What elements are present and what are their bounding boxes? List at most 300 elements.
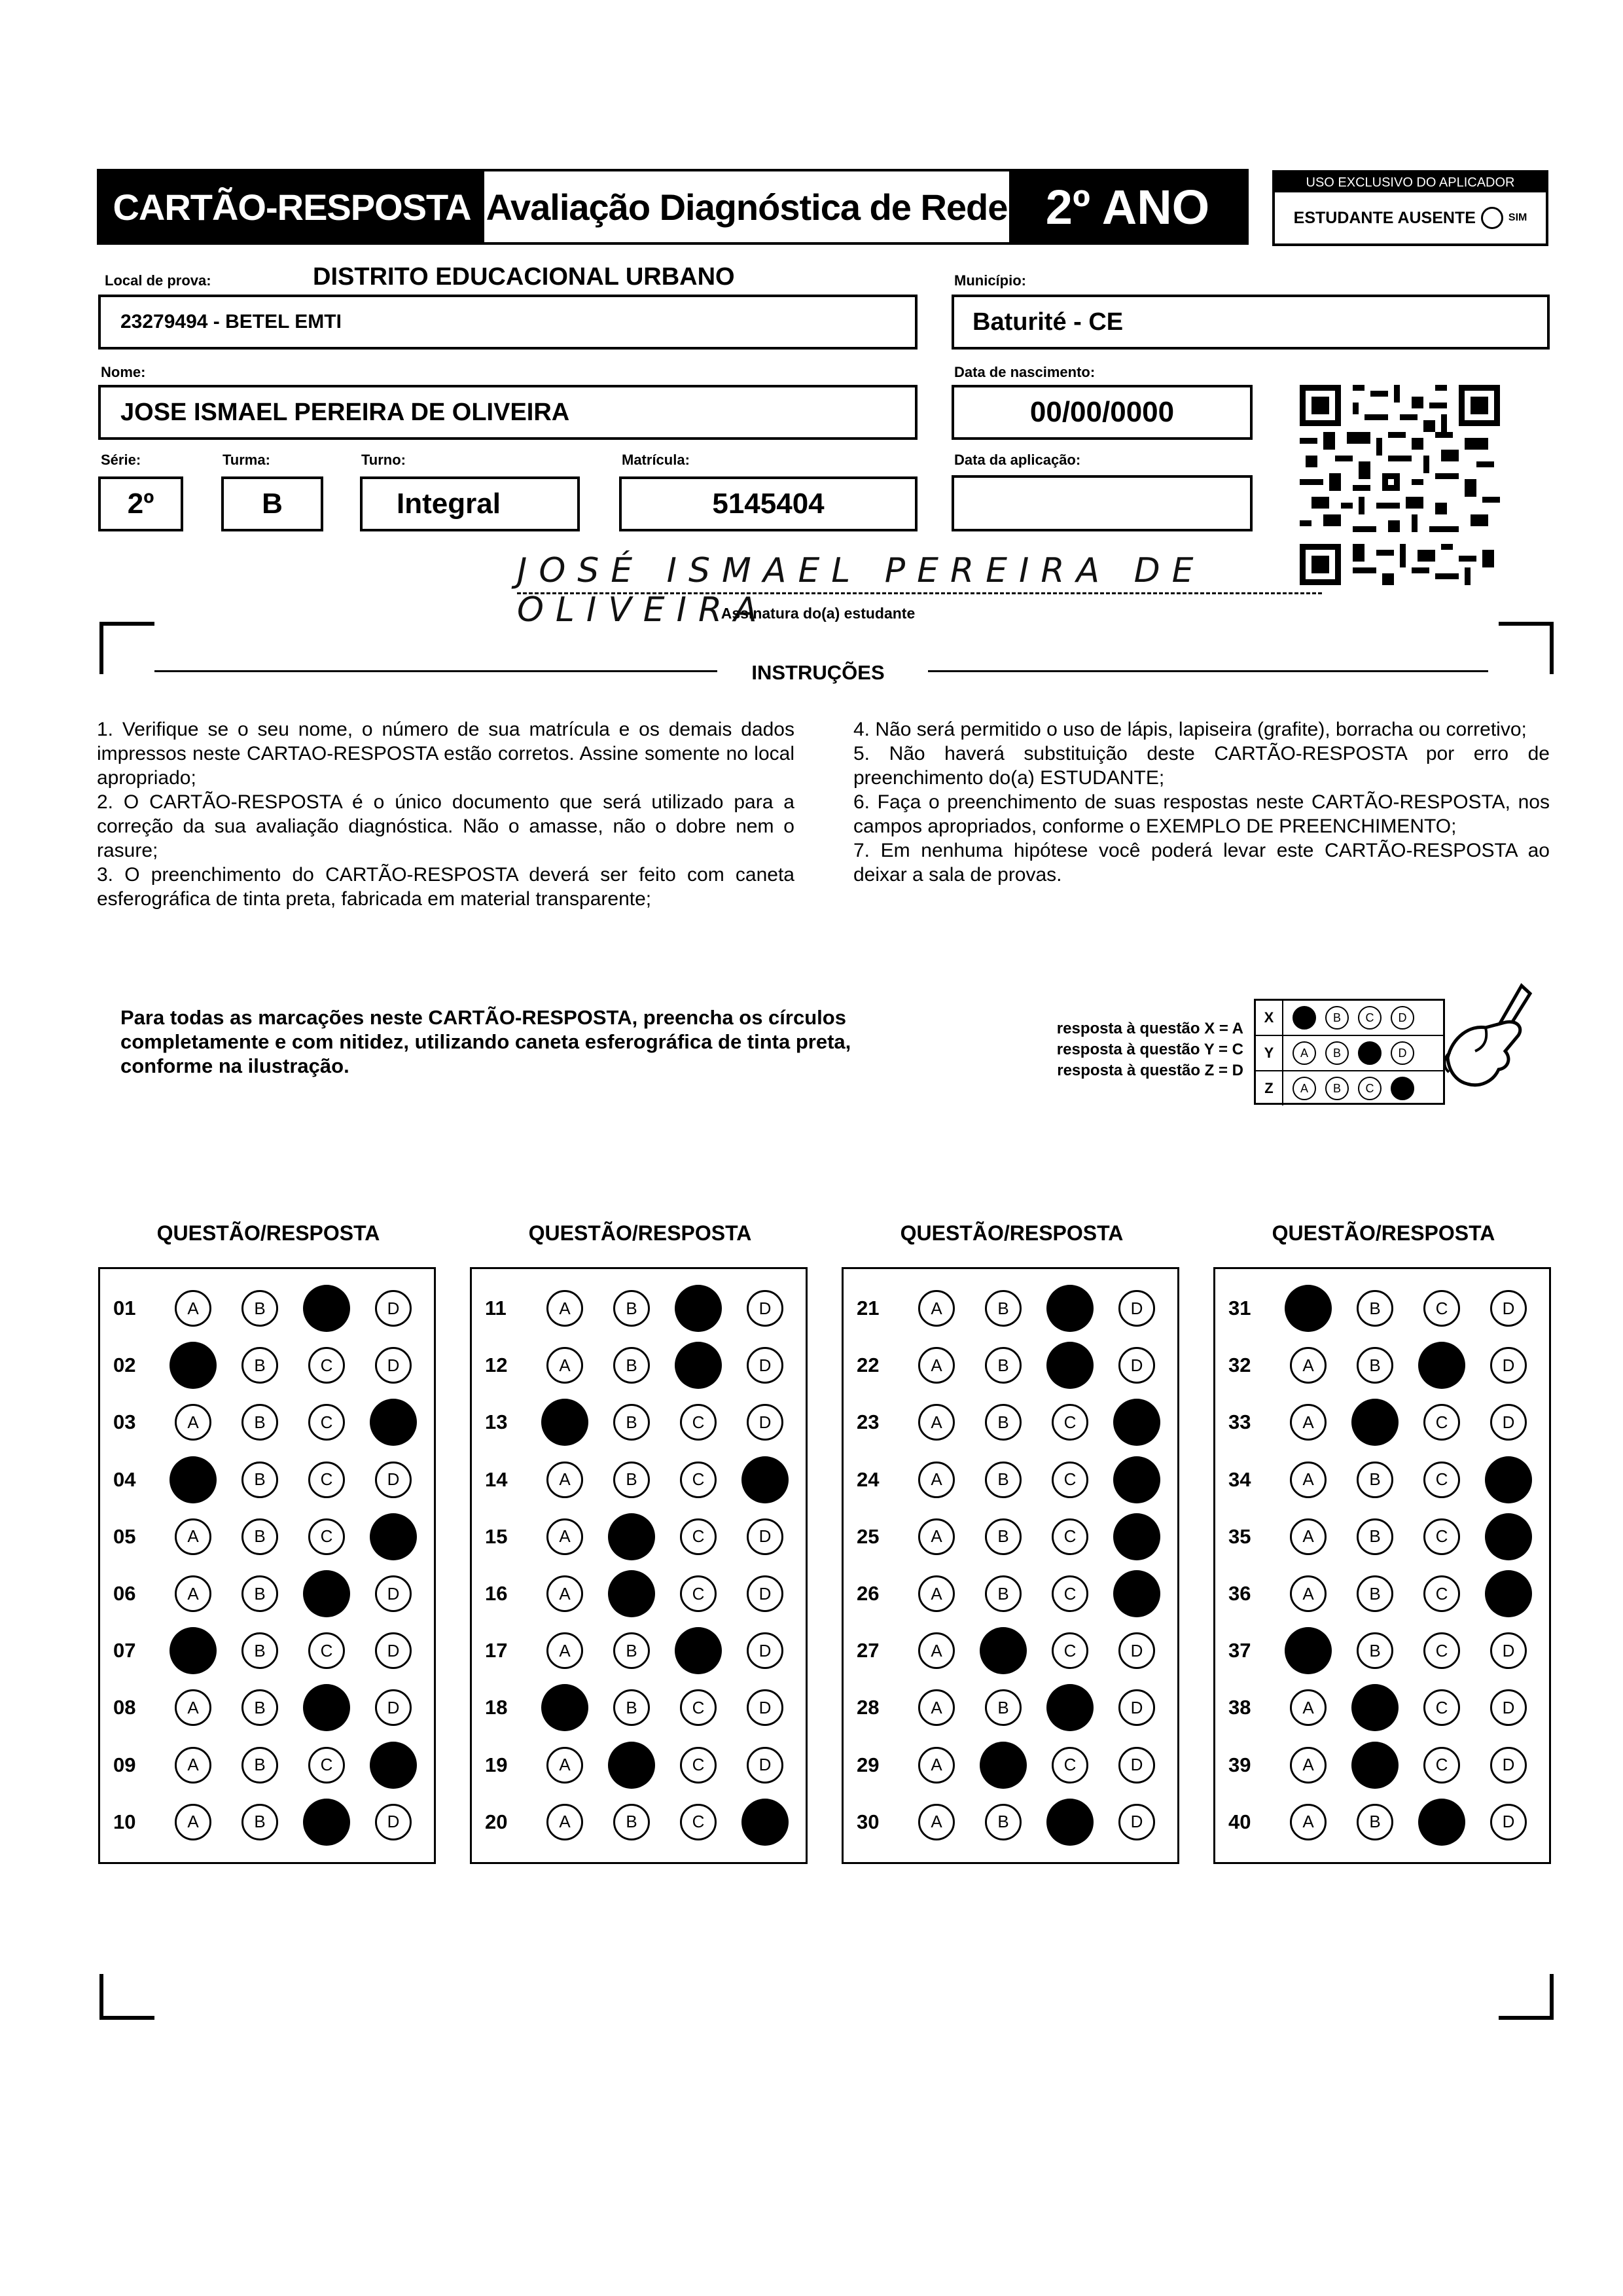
answer-bubble-b[interactable]: B	[1357, 1518, 1393, 1555]
example-row-label: X	[1256, 1001, 1283, 1035]
question-number: 30	[857, 1810, 880, 1833]
serie-field: 2º	[98, 476, 183, 531]
answer-bubble-d[interactable]: D	[1490, 1632, 1527, 1669]
answer-bubble-d[interactable]	[370, 1513, 417, 1560]
grid-column-header: QUESTÃO/RESPOSTA	[900, 1221, 1124, 1245]
answer-bubble-b[interactable]: B	[613, 1632, 650, 1669]
answer-bubble-c[interactable]	[1418, 1342, 1465, 1389]
question-row	[844, 1574, 1177, 1613]
answer-bubble-c[interactable]	[303, 1570, 350, 1617]
example-bubble-c: C	[1358, 1006, 1382, 1030]
answer-bubble-a[interactable]: A	[1290, 1747, 1327, 1784]
answer-bubble-d[interactable]: D	[1490, 1347, 1527, 1384]
question-number: 13	[485, 1410, 508, 1434]
answer-bubble-b[interactable]: B	[985, 1518, 1022, 1555]
question-number: 39	[1228, 1753, 1251, 1776]
answer-bubble-d[interactable]: D	[747, 1347, 783, 1384]
answer-bubble-b[interactable]: B	[1357, 1462, 1393, 1498]
answer-bubble-a[interactable]: A	[918, 1747, 955, 1784]
exam-location-label: Local de prova:	[105, 272, 211, 289]
answer-bubble-c[interactable]	[303, 1285, 350, 1332]
fill-note: Para todas as marcações neste CARTÃO-RESPOSTA, preencha os círculos completamente e com nitidez, utilizando caneta esferográfica de tinta preta, conforme na ilustração.	[120, 1006, 851, 1077]
example-bubble-d: D	[1391, 1041, 1414, 1065]
example-bubble-a: A	[1293, 1006, 1316, 1030]
question-number: 32	[1228, 1354, 1251, 1377]
answer-bubble-b[interactable]: B	[241, 1575, 278, 1612]
answer-bubble-b[interactable]	[608, 1570, 655, 1617]
example-legend-y: resposta à questão Y = C	[1056, 1041, 1243, 1058]
answer-bubble-a[interactable]	[169, 1342, 217, 1389]
answer-bubble-c[interactable]: C	[680, 1689, 717, 1726]
turma-label: Turma:	[223, 452, 270, 468]
question-row	[1215, 1574, 1549, 1613]
answer-column	[842, 1267, 1179, 1864]
answer-bubble-b[interactable]: B	[241, 1804, 278, 1840]
question-number: 02	[113, 1354, 136, 1377]
answer-bubble-a[interactable]	[541, 1684, 588, 1731]
answer-bubble-b[interactable]: B	[1357, 1804, 1393, 1840]
question-number: 24	[857, 1467, 880, 1491]
question-row	[100, 1631, 434, 1670]
applicator-title: USO EXCLUSIVO DO APLICADOR	[1275, 173, 1546, 192]
application-date-field[interactable]	[952, 475, 1253, 531]
answer-bubble-a[interactable]: A	[175, 1290, 211, 1327]
answer-bubble-d[interactable]: D	[1118, 1689, 1155, 1726]
application-date-label: Data da aplicação:	[954, 452, 1081, 468]
question-number: 23	[857, 1410, 880, 1434]
question-row	[472, 1803, 806, 1842]
question-row	[472, 1631, 806, 1670]
example-bubble-d: D	[1391, 1006, 1414, 1030]
answer-bubble-a[interactable]: A	[175, 1518, 211, 1555]
question-number: 22	[857, 1354, 880, 1377]
question-number: 33	[1228, 1410, 1251, 1434]
answer-bubble-c[interactable]: C	[308, 1462, 345, 1498]
answer-bubble-a[interactable]: A	[918, 1462, 955, 1498]
corner-mark-top-left	[99, 622, 154, 674]
question-number: 34	[1228, 1467, 1251, 1491]
question-number: 17	[485, 1639, 508, 1662]
question-number: 20	[485, 1810, 508, 1833]
answer-bubble-a[interactable]	[1285, 1627, 1332, 1674]
answer-bubble-b[interactable]	[1351, 1399, 1399, 1446]
question-row	[844, 1403, 1177, 1442]
answer-bubble-c[interactable]	[675, 1342, 722, 1389]
question-number: 06	[113, 1582, 136, 1605]
question-row	[472, 1517, 806, 1556]
answer-bubble-d[interactable]: D	[747, 1290, 783, 1327]
answer-bubble-a[interactable]: A	[546, 1804, 583, 1840]
question-row	[844, 1517, 1177, 1556]
absent-bubble[interactable]	[1481, 207, 1503, 229]
answer-bubble-d[interactable]: D	[747, 1747, 783, 1784]
municipality-field: Baturité - CE	[952, 295, 1550, 350]
answer-bubble-d[interactable]	[370, 1399, 417, 1446]
birth-field: 00/00/0000	[952, 385, 1253, 440]
corner-mark-bottom-left	[99, 1974, 154, 2020]
answer-bubble-c[interactable]: C	[308, 1518, 345, 1555]
question-number: 38	[1228, 1696, 1251, 1719]
instruction-3: 3. O preenchimento do CARTÃO-RESPOSTA deverá ser feito com caneta esferográfica de tinta preta, fabricada em material transparente;	[97, 864, 794, 910]
answer-bubble-a[interactable]: A	[1290, 1347, 1327, 1384]
answer-bubble-b[interactable]: B	[985, 1575, 1022, 1612]
instruction-4: 4. Não será permitido o uso de lápis, lapiseira (grafite), borracha ou corretivo;	[853, 719, 1527, 740]
instructions-title: INSTRUÇÕES	[751, 661, 885, 684]
question-row	[1215, 1746, 1549, 1785]
birth-label: Data de nascimento:	[954, 364, 1096, 380]
question-number: 12	[485, 1354, 508, 1377]
exam-location-value: DISTRITO EDUCACIONAL URBANO	[313, 263, 735, 291]
question-row	[472, 1460, 806, 1499]
example-legend	[1014, 1018, 1243, 1081]
answer-bubble-c[interactable]	[1046, 1799, 1094, 1846]
answer-bubble-a[interactable]: A	[918, 1347, 955, 1384]
answer-bubble-b[interactable]: B	[613, 1347, 650, 1384]
answer-bubble-a[interactable]: A	[918, 1689, 955, 1726]
answer-bubble-d[interactable]	[741, 1799, 789, 1846]
answer-bubble-c[interactable]: C	[680, 1747, 717, 1784]
answer-bubble-a[interactable]: A	[546, 1518, 583, 1555]
question-row	[1215, 1289, 1549, 1328]
question-number: 11	[485, 1297, 507, 1319]
answer-bubble-c[interactable]	[1046, 1285, 1094, 1332]
question-row	[1215, 1688, 1549, 1727]
answer-bubble-d[interactable]: D	[747, 1632, 783, 1669]
instruction-2: 2. O CARTÃO-RESPOSTA é o único documento que será utilizado para a correção da sua avaliação diagnóstica. Não o amasse, não o dobre nem o rasure;	[97, 791, 794, 861]
pen-hand-icon	[1407, 979, 1544, 1103]
answer-bubble-b[interactable]	[1351, 1742, 1399, 1789]
answer-bubble-a[interactable]: A	[546, 1632, 583, 1669]
answer-bubble-a[interactable]: A	[918, 1518, 955, 1555]
question-row	[1215, 1403, 1549, 1442]
answer-bubble-d[interactable]	[1485, 1513, 1532, 1560]
answer-bubble-c[interactable]: C	[1052, 1747, 1088, 1784]
answer-bubble-d[interactable]: D	[747, 1575, 783, 1612]
question-number: 40	[1228, 1810, 1251, 1833]
answer-bubble-c[interactable]: C	[308, 1347, 345, 1384]
answer-bubble-b[interactable]: B	[985, 1689, 1022, 1726]
school-field: 23279494 - BETEL EMTI	[98, 295, 918, 350]
answer-bubble-a[interactable]: A	[546, 1462, 583, 1498]
answer-bubble-b[interactable]	[980, 1742, 1027, 1789]
name-label: Nome:	[101, 364, 146, 380]
absent-label: ESTUDANTE AUSENTE	[1293, 208, 1476, 227]
example-bubble-b: B	[1325, 1006, 1349, 1030]
answer-bubble-b[interactable]: B	[241, 1747, 278, 1784]
instruction-7: 7. Em nenhuma hipótese você poderá levar este CARTÃO-RESPOSTA ao deixar a sala de provas.	[853, 840, 1550, 886]
answer-bubble-b[interactable]: B	[1357, 1347, 1393, 1384]
answer-bubble-a[interactable]: A	[1290, 1804, 1327, 1840]
answer-bubble-b[interactable]	[608, 1513, 655, 1560]
question-number: 18	[485, 1696, 508, 1719]
answer-bubble-c[interactable]: C	[308, 1747, 345, 1784]
question-row	[844, 1346, 1177, 1385]
answer-bubble-c[interactable]	[675, 1285, 722, 1332]
answer-bubble-d[interactable]: D	[1118, 1347, 1155, 1384]
question-row	[844, 1803, 1177, 1842]
question-number: 29	[857, 1753, 880, 1776]
turma-field: B	[221, 476, 323, 531]
answer-bubble-c[interactable]: C	[1052, 1462, 1088, 1498]
answer-bubble-d[interactable]: D	[1118, 1747, 1155, 1784]
answer-bubble-b[interactable]: B	[985, 1347, 1022, 1384]
question-row	[844, 1631, 1177, 1670]
instruction-1: 1. Verifique se o seu nome, o número de sua matrícula e os demais dados impressos neste CARTAO-RESPOSTA estão corretos. Assine somente no local apropriado;	[97, 719, 794, 789]
answer-bubble-b[interactable]: B	[985, 1404, 1022, 1441]
answer-bubble-d[interactable]: D	[375, 1575, 412, 1612]
turno-field: Integral	[360, 476, 580, 531]
signature-label: Assinatura do(a) estudante	[721, 605, 916, 622]
answer-bubble-d[interactable]	[1113, 1399, 1160, 1446]
answer-bubble-c[interactable]: C	[1423, 1290, 1460, 1327]
student-signature: JOSÉ ISMAEL PEREIRA DE OLIVEIRA	[517, 551, 1205, 630]
answer-bubble-c[interactable]	[675, 1627, 722, 1674]
answer-bubble-c[interactable]: C	[1423, 1404, 1460, 1441]
answer-bubble-c[interactable]: C	[680, 1804, 717, 1840]
question-row	[100, 1346, 434, 1385]
example-bubble-c: C	[1358, 1077, 1382, 1100]
answer-bubble-b[interactable]: B	[241, 1347, 278, 1384]
answer-bubble-a[interactable]: A	[1290, 1404, 1327, 1441]
answer-bubble-b[interactable]: B	[1357, 1290, 1393, 1327]
answer-bubble-a[interactable]	[169, 1456, 217, 1503]
answer-bubble-d[interactable]	[1113, 1570, 1160, 1617]
answer-bubble-a[interactable]	[541, 1399, 588, 1446]
answer-bubble-b[interactable]	[1351, 1684, 1399, 1731]
example-bubble-b: B	[1325, 1041, 1349, 1065]
answer-bubble-b[interactable]: B	[985, 1804, 1022, 1840]
answer-bubble-b[interactable]: B	[1357, 1632, 1393, 1669]
answer-bubble-c[interactable]: C	[680, 1462, 717, 1498]
answer-bubble-a[interactable]	[169, 1627, 217, 1674]
answer-bubble-d[interactable]: D	[375, 1689, 412, 1726]
question-row	[844, 1746, 1177, 1785]
answer-bubble-c[interactable]: C	[1423, 1518, 1460, 1555]
answer-bubble-b[interactable]: B	[241, 1518, 278, 1555]
question-number: 10	[113, 1810, 136, 1833]
answer-bubble-b[interactable]: B	[1357, 1575, 1393, 1612]
answer-bubble-a[interactable]: A	[175, 1689, 211, 1726]
answer-bubble-c[interactable]: C	[308, 1404, 345, 1441]
question-row	[100, 1403, 434, 1442]
answer-bubble-c[interactable]: C	[1423, 1575, 1460, 1612]
answer-bubble-d[interactable]	[1485, 1456, 1532, 1503]
question-number: 16	[485, 1582, 508, 1605]
example-bubble-b: B	[1325, 1077, 1349, 1100]
answer-bubble-a[interactable]: A	[175, 1747, 211, 1784]
question-row	[472, 1688, 806, 1727]
instruction-5: 5. Não haverá substituição deste CARTÃO-RESPOSTA por erro de preenchimento do(a) ESTUDANTE;	[853, 743, 1550, 789]
question-row	[100, 1688, 434, 1727]
question-number: 19	[485, 1753, 508, 1776]
answer-bubble-b[interactable]: B	[241, 1462, 278, 1498]
answer-bubble-a[interactable]: A	[546, 1575, 583, 1612]
answer-column	[1213, 1267, 1551, 1864]
answer-bubble-d[interactable]: D	[1118, 1290, 1155, 1327]
answer-bubble-c[interactable]: C	[1052, 1518, 1088, 1555]
answer-bubble-c[interactable]: C	[1423, 1632, 1460, 1669]
answer-bubble-c[interactable]: C	[1052, 1404, 1088, 1441]
matricula-label: Matrícula:	[622, 452, 690, 468]
answer-bubble-b[interactable]: B	[613, 1462, 650, 1498]
question-number: 35	[1228, 1524, 1251, 1548]
question-row	[100, 1517, 434, 1556]
answer-bubble-d[interactable]	[1485, 1570, 1532, 1617]
grid-column-header: QUESTÃO/RESPOSTA	[1272, 1221, 1495, 1245]
grid-column-header: QUESTÃO/RESPOSTA	[528, 1221, 752, 1245]
answer-bubble-d[interactable]: D	[747, 1404, 783, 1441]
answer-bubble-a[interactable]: A	[918, 1632, 955, 1669]
exam-title: Avaliação Diagnóstica de Rede	[484, 171, 1009, 242]
grade-label: 2º ANO	[1009, 171, 1246, 242]
question-row	[1215, 1631, 1549, 1670]
answer-bubble-a[interactable]: A	[1290, 1518, 1327, 1555]
answer-bubble-c[interactable]: C	[680, 1518, 717, 1555]
answer-bubble-b[interactable]	[608, 1742, 655, 1789]
example-legend-x: resposta à questão X = A	[1056, 1020, 1243, 1037]
question-number: 09	[113, 1753, 136, 1776]
yes-label: SIM	[1508, 212, 1527, 223]
answer-bubble-d[interactable]: D	[1490, 1747, 1527, 1784]
answer-bubble-d[interactable]	[1113, 1456, 1160, 1503]
answer-bubble-b[interactable]	[980, 1627, 1027, 1674]
answer-bubble-a[interactable]: A	[175, 1404, 211, 1441]
answer-bubble-b[interactable]: B	[241, 1290, 278, 1327]
example-row-label: Y	[1256, 1036, 1283, 1070]
answer-bubble-b[interactable]: B	[241, 1404, 278, 1441]
example-bubble-a: A	[1293, 1041, 1316, 1065]
question-row	[100, 1746, 434, 1785]
question-row	[472, 1574, 806, 1613]
question-number: 08	[113, 1696, 136, 1719]
question-row	[844, 1289, 1177, 1328]
applicator-box	[1272, 170, 1548, 246]
answer-bubble-b[interactable]: B	[613, 1689, 650, 1726]
answer-bubble-c[interactable]: C	[1052, 1575, 1088, 1612]
answer-bubble-b[interactable]: B	[985, 1462, 1022, 1498]
answer-bubble-d[interactable]	[741, 1456, 789, 1503]
answer-bubble-c[interactable]: C	[1423, 1462, 1460, 1498]
answer-bubble-b[interactable]: B	[613, 1804, 650, 1840]
question-number: 21	[857, 1297, 880, 1319]
answer-bubble-d[interactable]: D	[375, 1347, 412, 1384]
answer-bubble-b[interactable]: B	[241, 1689, 278, 1726]
grid-column-header: QUESTÃO/RESPOSTA	[156, 1221, 380, 1245]
answer-bubble-c[interactable]	[303, 1684, 350, 1731]
municipality-label: Município:	[954, 272, 1026, 289]
answer-bubble-d[interactable]: D	[747, 1518, 783, 1555]
question-number: 28	[857, 1696, 880, 1719]
answer-bubble-c[interactable]: C	[680, 1404, 717, 1441]
answer-bubble-d[interactable]	[370, 1742, 417, 1789]
answer-bubble-a[interactable]: A	[918, 1404, 955, 1441]
example-bubble-c: C	[1358, 1041, 1382, 1065]
answer-bubble-c[interactable]	[1046, 1342, 1094, 1389]
answer-bubble-a[interactable]: A	[546, 1747, 583, 1784]
answer-bubble-d[interactable]	[1113, 1513, 1160, 1560]
answer-bubble-c[interactable]: C	[308, 1632, 345, 1669]
question-number: 25	[857, 1524, 880, 1548]
answer-bubble-c[interactable]	[1418, 1799, 1465, 1846]
answer-bubble-d[interactable]: D	[1490, 1804, 1527, 1840]
answer-bubble-a[interactable]: A	[546, 1347, 583, 1384]
answer-bubble-c[interactable]: C	[680, 1575, 717, 1612]
answer-bubble-d[interactable]: D	[1118, 1632, 1155, 1669]
answer-bubble-d[interactable]: D	[1118, 1804, 1155, 1840]
answer-bubble-a[interactable]: A	[918, 1575, 955, 1612]
corner-mark-top-right	[1499, 622, 1554, 674]
answer-column	[470, 1267, 808, 1864]
answer-bubble-a[interactable]	[1285, 1285, 1332, 1332]
turno-label: Turno:	[361, 452, 406, 468]
question-row	[1215, 1346, 1549, 1385]
answer-bubble-d[interactable]: D	[1490, 1290, 1527, 1327]
signature-line	[517, 592, 1322, 594]
question-row	[100, 1574, 434, 1613]
question-number: 27	[857, 1639, 880, 1662]
question-row	[100, 1289, 434, 1328]
answer-column	[98, 1267, 436, 1864]
question-row	[844, 1688, 1177, 1727]
card-title: CARTÃO-RESPOSTA	[99, 171, 484, 242]
answer-bubble-d[interactable]: D	[747, 1689, 783, 1726]
question-number: 01	[113, 1297, 136, 1319]
answer-bubble-d[interactable]: D	[375, 1804, 412, 1840]
question-number: 26	[857, 1582, 880, 1605]
answer-bubble-a[interactable]: A	[918, 1804, 955, 1840]
question-row	[100, 1803, 434, 1842]
example-row-label: Z	[1256, 1071, 1283, 1105]
answer-bubble-c[interactable]	[303, 1799, 350, 1846]
answer-bubble-b[interactable]: B	[241, 1632, 278, 1669]
answer-bubble-d[interactable]: D	[1490, 1689, 1527, 1726]
answer-bubble-b[interactable]: B	[613, 1404, 650, 1441]
question-row	[100, 1460, 434, 1499]
answer-bubble-d[interactable]: D	[1490, 1404, 1527, 1441]
question-number: 31	[1228, 1297, 1251, 1319]
matricula-field: 5145404	[619, 476, 918, 531]
question-number: 04	[113, 1467, 136, 1491]
answer-bubble-d[interactable]: D	[375, 1290, 412, 1327]
question-number: 37	[1228, 1639, 1251, 1662]
instruction-6: 6. Faça o preenchimento de suas respostas neste CARTÃO-RESPOSTA, nos campos apropriados, conforme o EXEMPLO DE PREENCHIMENTO;	[853, 791, 1550, 837]
answer-bubble-a[interactable]: A	[546, 1290, 583, 1327]
answer-bubble-d[interactable]: D	[375, 1632, 412, 1669]
instructions-rule-right	[928, 670, 1488, 672]
answer-bubble-b[interactable]: B	[613, 1290, 650, 1327]
example-bubble-a: A	[1293, 1077, 1316, 1100]
answer-bubble-c[interactable]: C	[1423, 1689, 1460, 1726]
question-row	[1215, 1803, 1549, 1842]
answer-bubble-a[interactable]: A	[1290, 1689, 1327, 1726]
answer-bubble-c[interactable]: C	[1052, 1632, 1088, 1669]
instructions-left	[97, 717, 794, 911]
corner-mark-bottom-right	[1499, 1974, 1554, 2020]
question-row	[1215, 1460, 1549, 1499]
answer-bubble-a[interactable]: A	[175, 1575, 211, 1612]
question-row	[1215, 1517, 1549, 1556]
answer-bubble-c[interactable]: C	[1423, 1747, 1460, 1784]
example-bubble-d: D	[1391, 1077, 1414, 1100]
answer-bubble-a[interactable]: A	[1290, 1462, 1327, 1498]
answer-bubble-c[interactable]	[1046, 1684, 1094, 1731]
question-number: 03	[113, 1410, 136, 1434]
answer-bubble-a[interactable]: A	[1290, 1575, 1327, 1612]
answer-bubble-a[interactable]: A	[175, 1804, 211, 1840]
answer-bubble-b[interactable]: B	[985, 1290, 1022, 1327]
answer-bubble-d[interactable]: D	[375, 1462, 412, 1498]
answer-bubble-a[interactable]: A	[918, 1290, 955, 1327]
